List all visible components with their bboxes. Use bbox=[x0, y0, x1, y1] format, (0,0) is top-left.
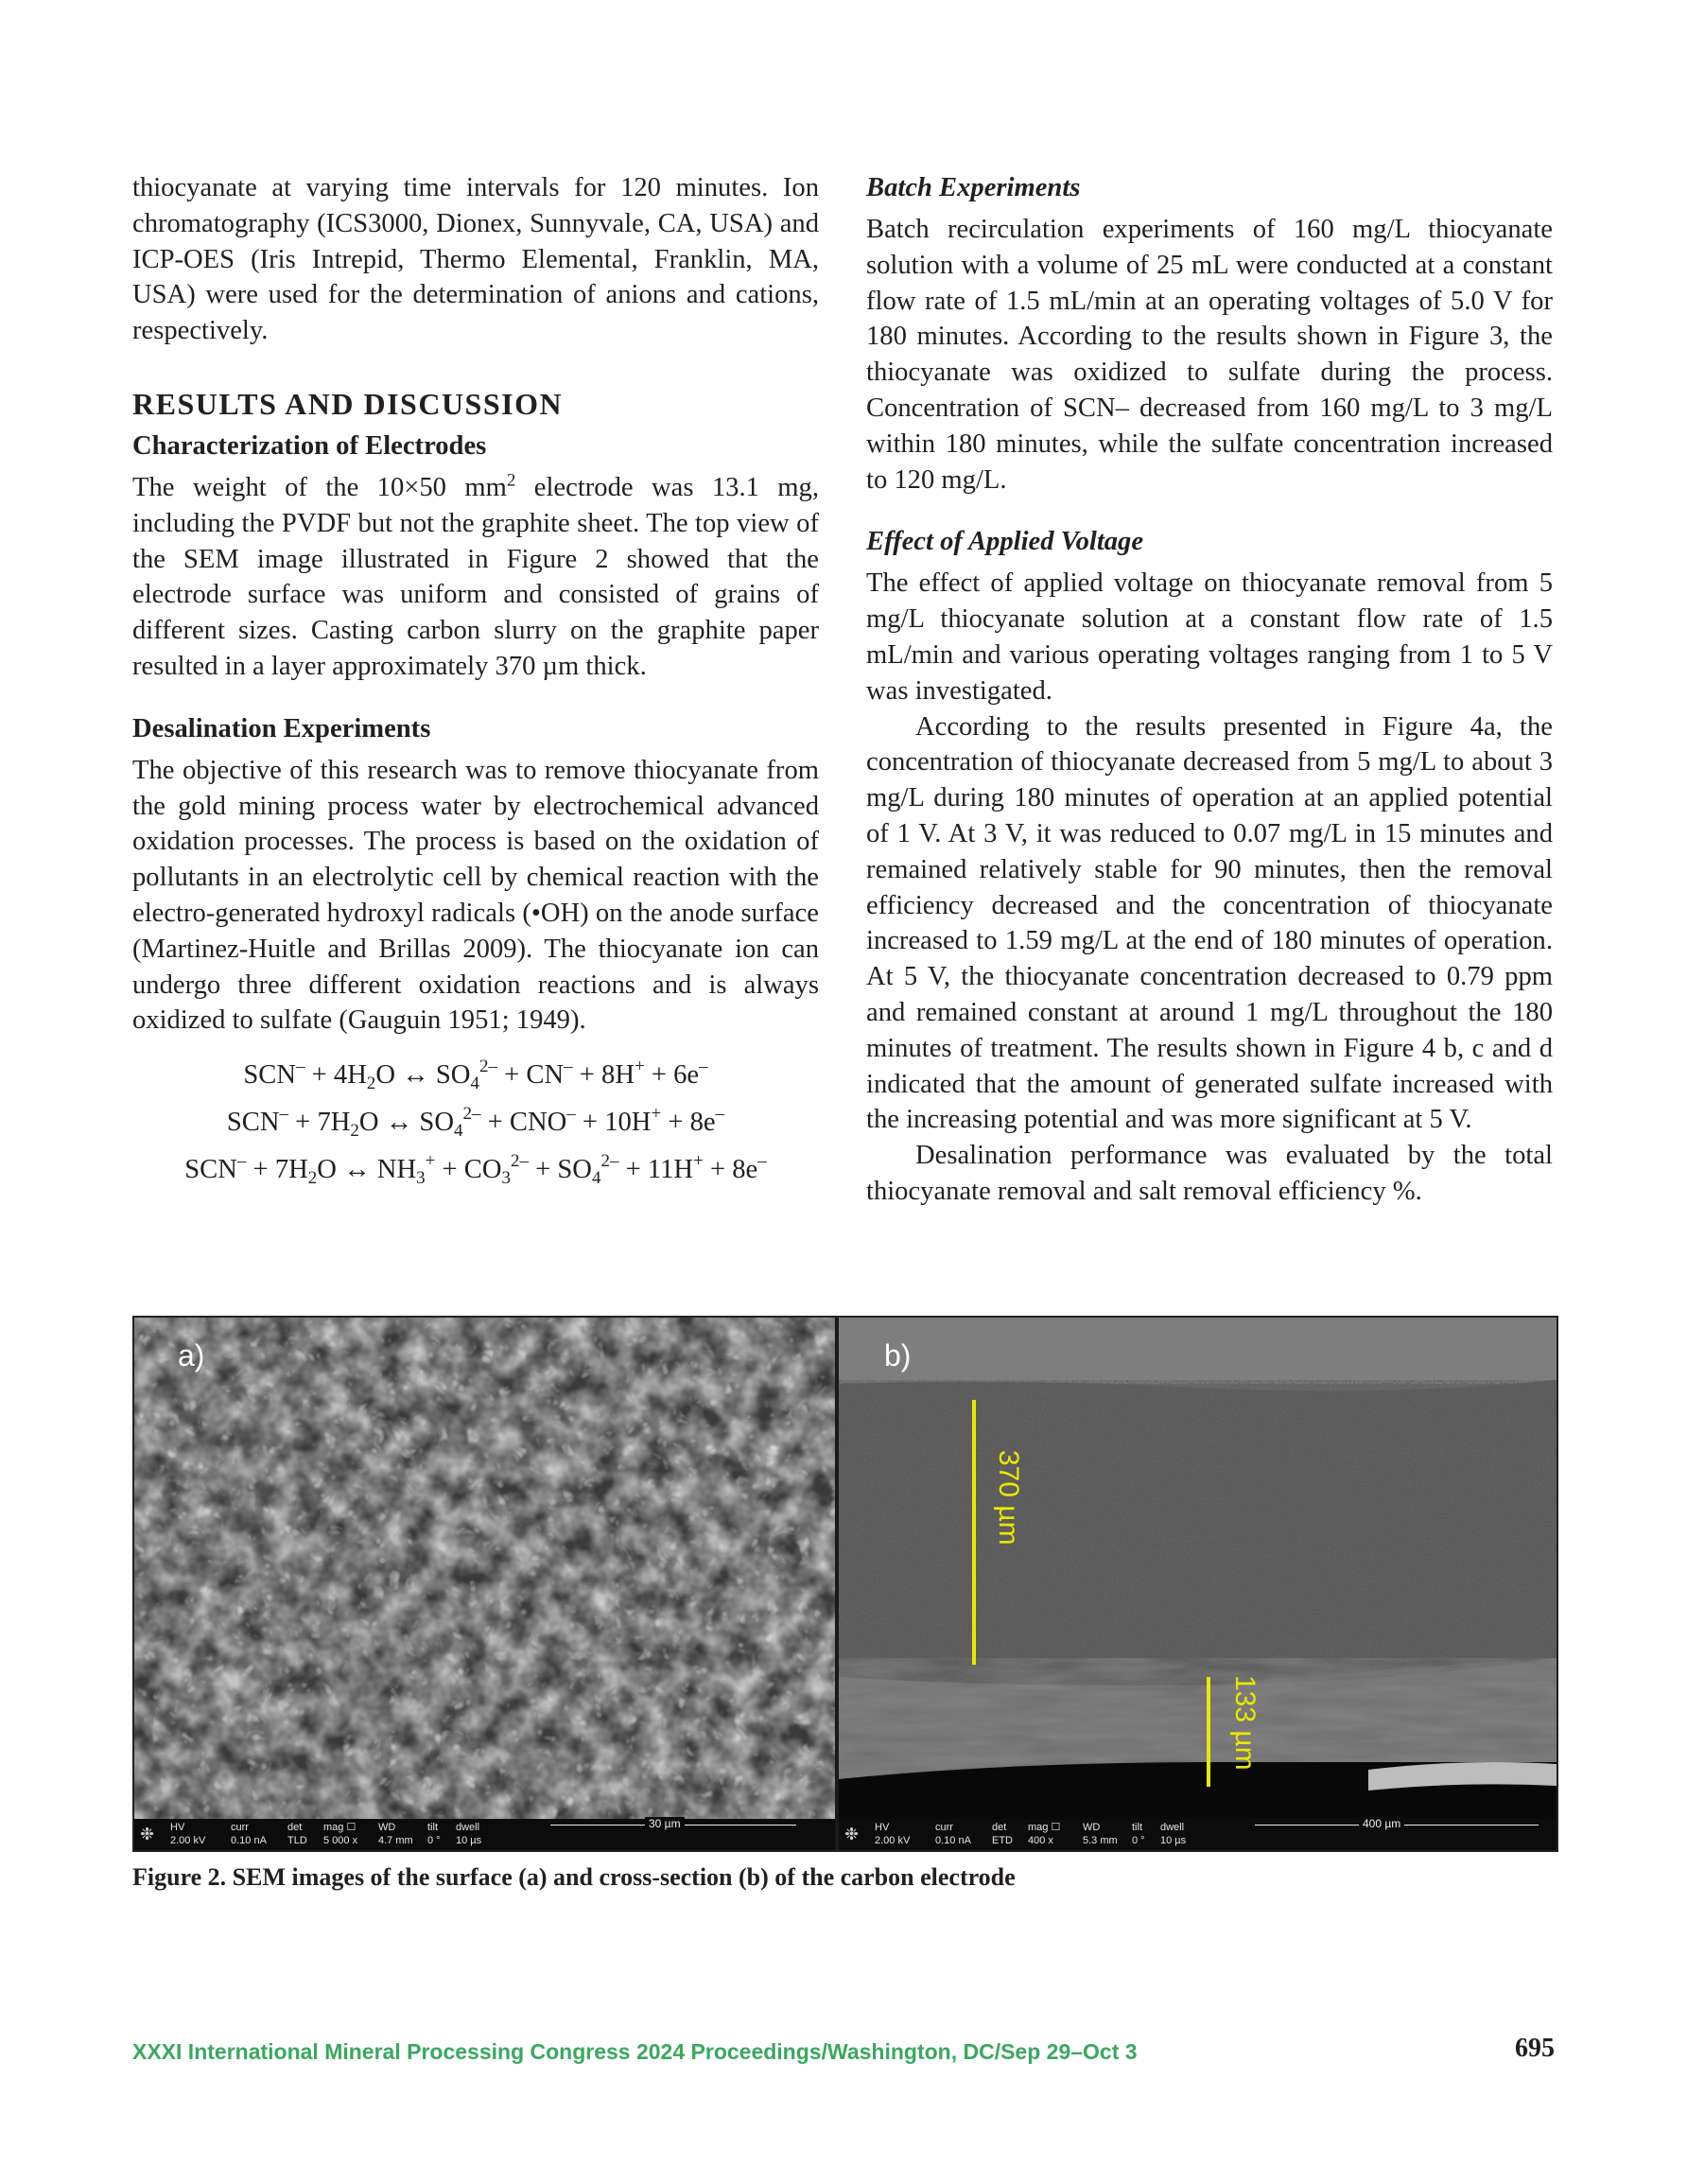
reaction-equations bbox=[132, 1052, 819, 1194]
scale-bar-b: 400 µm bbox=[1255, 1825, 1539, 1835]
intro-paragraph: thiocyanate at varying time intervals for 120 minutes. Ion chromatography (ICS3000, Dionex, Sunnyvale, CA, USA) and ICP-OES (Iris Intrepid, Thermo Elemental, Franklin, MA, USA) were used for the determination of anions and cations, respectively. bbox=[132, 173, 819, 346]
sem-databar-a: ❉ HV 2.00 kV curr 0.10 nA det TLD mag ☐ 5 000 x WD 4.7 mm tilt 0 ° dwell 10 µs 30 µm bbox=[134, 1819, 835, 1850]
figure-caption: Figure 2. SEM images of the surface (a) and cross-section (b) of the carbon electrode bbox=[132, 1863, 1016, 1891]
sem-databar-b: ❉ HV 2.00 kV curr 0.10 nA det ETD mag ☐ 400 x WD 5.3 mm tilt 0 ° dwell 10 µs 400 µm bbox=[839, 1819, 1557, 1850]
scale-bar-a: 30 µm bbox=[550, 1825, 796, 1835]
left-column bbox=[132, 170, 819, 1194]
footer-text: XXXI International Mineral Processing Congress 2024 Proceedings/Washington, DC/Sep 29–Oct 3 bbox=[132, 2039, 1138, 2064]
characterization-paragraph: The weight of the 10×50 $mm^2$ electrode was 13.1 mg, including the PVDF but not the graphite sheet. The top view of the SEM image illustrated in Figure 2 showed that the electrode surface was uniform and consisted of grains of different sizes. Casting carbon slurry on the graphite paper resulted in a layer approximately 370 µm thick. bbox=[132, 470, 819, 681]
equation-3: $SCN^- + 7H_2O$ ↔ $NH_3^+ + CO_3^{2-} + SO_4^{2-} + 11H^+ + 8e^-$ bbox=[184, 1151, 767, 1189]
equation-2: $SCN^- + 7H_2O$ ↔ $SO_4^{2-} + CNO^- + 10H^+ + 8e^-$ bbox=[226, 1104, 725, 1142]
measure-label-2: 133 µm bbox=[1229, 1675, 1261, 1771]
desalination-heading: Desalination Experiments bbox=[132, 713, 431, 743]
section-title: RESULTS AND DISCUSSION bbox=[132, 386, 564, 421]
voltage-paragraph-1: The effect of applied voltage on thiocyanate removal from 5 mg/L thiocyanate solution at a constant flow rate of 1.5 mL/min and various operating voltages ranging from 1 to 5 V was investigated. bbox=[866, 568, 1553, 706]
measure-label-1: 370 µm bbox=[993, 1450, 1024, 1546]
fei-logo-icon: ❉ bbox=[140, 1825, 155, 1843]
sem-figure bbox=[132, 1316, 1558, 1852]
voltage-paragraph-3: Desalination performance was evaluated by the total thiocyanate removal and salt removal efficiency %. bbox=[866, 1141, 1553, 1206]
panel-a-label: a) bbox=[178, 1338, 205, 1372]
characterization-heading: Characterization of Electrodes bbox=[132, 430, 487, 461]
desalination-paragraph: The objective of this research was to remove thiocyanate from the gold mining process water by electrochemical advanced oxidation processes. The process is based on the oxidation of pollutants in an electrolytic cell by chemical reaction with the electro-generated hydroxyl radicals (•OH) on the anode surface (Martinez-Huitle and Brillas 2009). The thiocyanate ion can undergo three different oxidation reactions and is always oxidized to sulfate (Gauguin 1951; 1949). bbox=[132, 755, 819, 1036]
right-column bbox=[866, 170, 1553, 1210]
grain-texture bbox=[134, 1318, 835, 1850]
batch-heading: Batch Experiments bbox=[866, 173, 1081, 202]
page-number: 695 bbox=[1515, 2034, 1555, 2063]
thickness-line-1 bbox=[972, 1400, 976, 1665]
voltage-heading: Effect of Applied Voltage bbox=[866, 527, 1144, 557]
equation-1: $SCN^- + 4H_2O$ ↔ $SO_4^{2-} + CN^- + 8H^+ + 6e^-$ bbox=[243, 1057, 708, 1094]
panel-b-label: b) bbox=[884, 1338, 912, 1372]
sem-surface-image bbox=[134, 1318, 835, 1850]
cross-section-texture bbox=[839, 1318, 1557, 1850]
thickness-line-2 bbox=[1207, 1677, 1210, 1787]
voltage-paragraph-2: According to the results presented in Figure 4a, the concentration of thiocyanate decreased from 5 mg/L to about 3 mg/L during 180 minutes of operation at an applied potential of 1 V. At 3 V, it was reduced to 0.07 mg/L in 15 minutes and remained relatively stable for 90 minutes, then the removal efficiency decreased and the concentration of thiocyanate increased to 1.59 mg/L at the end of 180 minutes of operation. At 5 V, the thiocyanate concentration decreased to 0.79 ppm and remained constant at around 1 mg/L throughout the 180 minutes of treatment. The results shown in Figure 4 b, c and d indicated that the amount of generated sulfate increased with the increasing potential and was more significant at 5 V. bbox=[866, 711, 1553, 1135]
fei-logo-icon: ❉ bbox=[844, 1825, 860, 1843]
sem-cross-section-image bbox=[839, 1318, 1557, 1850]
batch-paragraph: Batch recirculation experiments of 160 mg/L thiocyanate solution with a volume of 25 mL were conducted at a constant flow rate of 1.5 mL/min at an operating voltages of 5.0 V for 180 minutes. According to the results shown in Figure 3, the thiocyanate was oxidized to sulfate during the process. Concentration of SCN– decreased from 160 mg/L to 3 mg/L within 180 minutes, while the sulfate concentration increased to 120 mg/L. bbox=[866, 215, 1553, 495]
